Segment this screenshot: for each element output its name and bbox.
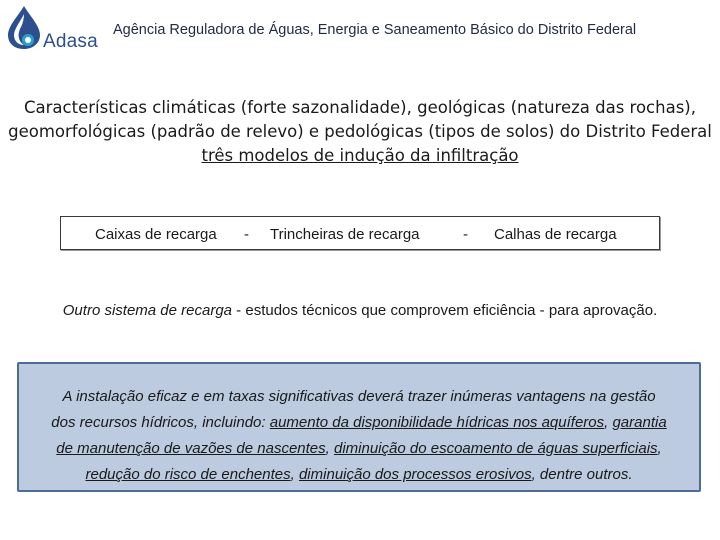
note-text: , [657,440,662,457]
recharge-models-box [60,216,660,250]
note-line-3 [19,436,699,462]
intro-text [0,96,720,168]
model-calhas: Calhas de recarga [494,226,617,243]
model-trincheiras: Trincheiras de recarga [270,226,420,243]
model-caixas: Caixas de recarga [95,226,217,243]
agency-name: Agência Reguladora de Águas, Energia e Saneamento Básico do Distrito Federal [113,22,637,38]
note-underlined: diminuição do escoamento de águas superficiais [334,440,658,457]
model-separator: - [463,226,468,243]
note-underlined: de manutenção de vazões de nascentes [56,440,326,457]
note-underlined: diminuição dos processos erosivos [298,466,532,483]
note-line-2 [19,410,699,436]
other-system-label: Outro sistema de recarga [62,302,233,319]
other-system-text: - estudos técnicos que comprovem eficiência - para aprovação. [232,302,658,319]
adasa-logo [4,4,100,54]
logo-text: Adasa [43,31,98,52]
note-underlined: redução do risco de enchentes [85,466,291,483]
note-text: , [290,466,299,483]
intro-line-1: Características climáticas (forte sazonalidade), geológicas (natureza das rochas), [24,98,696,117]
note-underlined: garantia [612,414,667,431]
benefits-note-box [17,362,701,492]
intro-line-3: três modelos de indução da infiltração [201,146,519,165]
note-text: , dentre outros. [531,466,633,483]
model-separator: - [244,226,249,243]
other-system-line [0,302,720,319]
note-line-1: A instalação eficaz e em taxas significativas deverá trazer inúmeras vantagens na gestão [62,388,656,405]
note-line-4 [19,462,699,488]
note-text: dos recursos hídricos, incluindo: [51,414,270,431]
note-text: , [325,440,334,457]
water-drop-icon [4,4,44,50]
intro-line-2: geomorfológicas (padrão de relevo) e pedológicas (tipos de solos) do Distrito Federal [8,122,712,141]
note-text: , [604,414,613,431]
note-underlined: aumento da disponibilidade hídricas nos aquíferos [269,414,605,431]
